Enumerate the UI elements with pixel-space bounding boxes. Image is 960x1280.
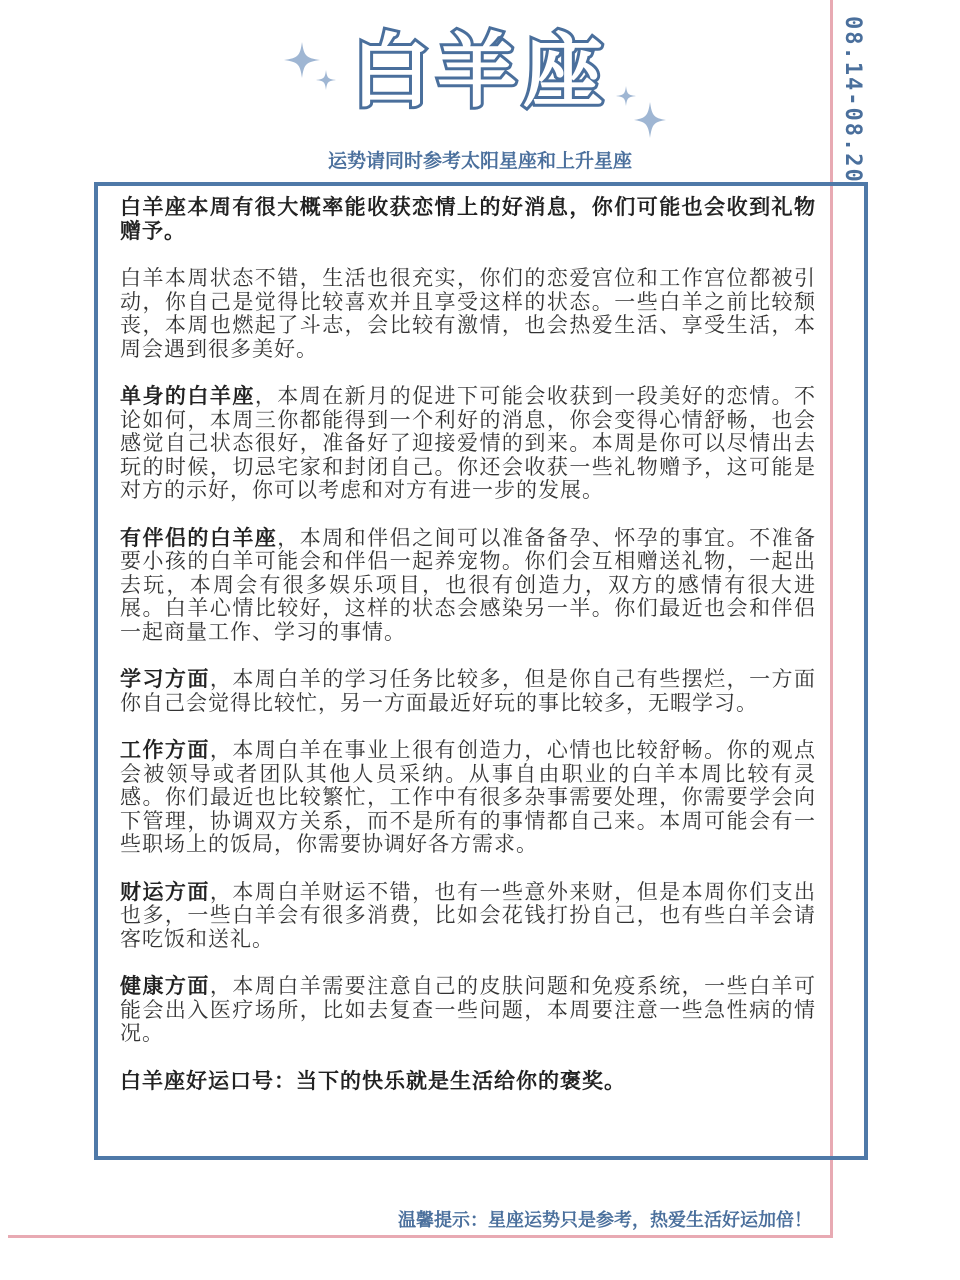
section-work [120, 739, 816, 857]
section-label: 财运方面 [120, 879, 210, 904]
section-label: 有伴侣的白羊座 [120, 525, 278, 550]
section-label: 健康方面 [120, 974, 210, 998]
section-text: ，本周白羊在事业上很有创造力，心情也比较舒畅。你的观点会被领导或者团队其他人员采纳。从事自由职业的白羊本周比较有灵感。你们最近也比较繁忙，工作中有很多杂事需要处理，你需要学会向下管理，协调双方关系，而不是所有的事情都自己来。本周可能会有一些职场上的饭局，你需要协调好各方需求。 [120, 738, 817, 856]
section-single [120, 385, 816, 503]
page-title: 白羊座 [351, 25, 609, 118]
section-label: 学习方面 [120, 667, 210, 691]
date-range: 08.14-08.20 [840, 16, 865, 184]
footer-tip: 温馨提示：星座运势只是参考，热爱生活好运加倍！ [398, 1210, 812, 1231]
section-label: 单身的白羊座 [120, 384, 255, 408]
section-partner [120, 527, 816, 645]
article-body [120, 196, 816, 1117]
section-text: ，本周白羊财运不错，也有一些意外来财，但是本周你们支出也多，一些白羊会有很多消费，比如会花钱打扮自己，也有些白羊会请客吃饭和送礼。 [120, 879, 817, 951]
section-label: 工作方面 [120, 738, 210, 762]
subtitle: 运势请同时参考太阳星座和上升星座 [327, 150, 632, 172]
section-text: ，本周和伴侣之间可以准备备孕、怀孕的事宜。不准备要小孩的白羊可能会和伴侣一起养宠物。你们会互相赠送礼物，一起出去玩，本周会有很多娱乐项目，也很有创造力，双方的感情有很大进展。白羊心情比较好，这样的状态会感染另一半。你们最近也会和伴侣一起商量工作、学习的事情。 [120, 525, 817, 644]
section-text: ，本周在新月的促进下可能会收获到一段美好的恋情。不论如何，本周三你都能得到一个利好的消息，你会变得心情舒畅，也会感觉自己状态很好，准备好了迎接爱情的到来。本周是你可以尽情出去玩的时候，切忌宅家和封闭自己。你还会收获一些礼物赠予，这可能是对方的示好，你可以考虑和对方有进一步的发展。 [120, 384, 817, 502]
pink-horizontal-line [8, 1235, 833, 1238]
intro-paragraph: 白羊本周状态不错，生活也很充实，你们的恋爱宫位和工作宫位都被引动，你自己是觉得比较喜欢并且享受这样的状态。一些白羊之前比较颓丧，本周也燃起了斗志，会比较有激情，也会热爱生活、享受生活，本周会遇到很多美好。 [120, 266, 816, 361]
section-health [120, 975, 816, 1046]
section-text: ，本周白羊需要注意自己的皮肤问题和免疫系统，一些白羊可能会出入医疗场所，比如去复查一些问题，本周要注意一些急性病的情况。 [120, 974, 817, 1045]
headline: 白羊座本周有很大概率能收获恋情上的好消息，你们可能也会收到礼物赠予。 [120, 195, 816, 243]
section-study [120, 668, 816, 715]
section-wealth [120, 881, 816, 952]
section-text: ，本周白羊的学习任务比较多，但是你自己有些摆烂，一方面你自己会觉得比较忙，另一方面最近好玩的事比较多，无暇学习。 [120, 667, 817, 715]
slogan: 白羊座好运口号：当下的快乐就是生活给你的褒奖。 [120, 1068, 626, 1093]
